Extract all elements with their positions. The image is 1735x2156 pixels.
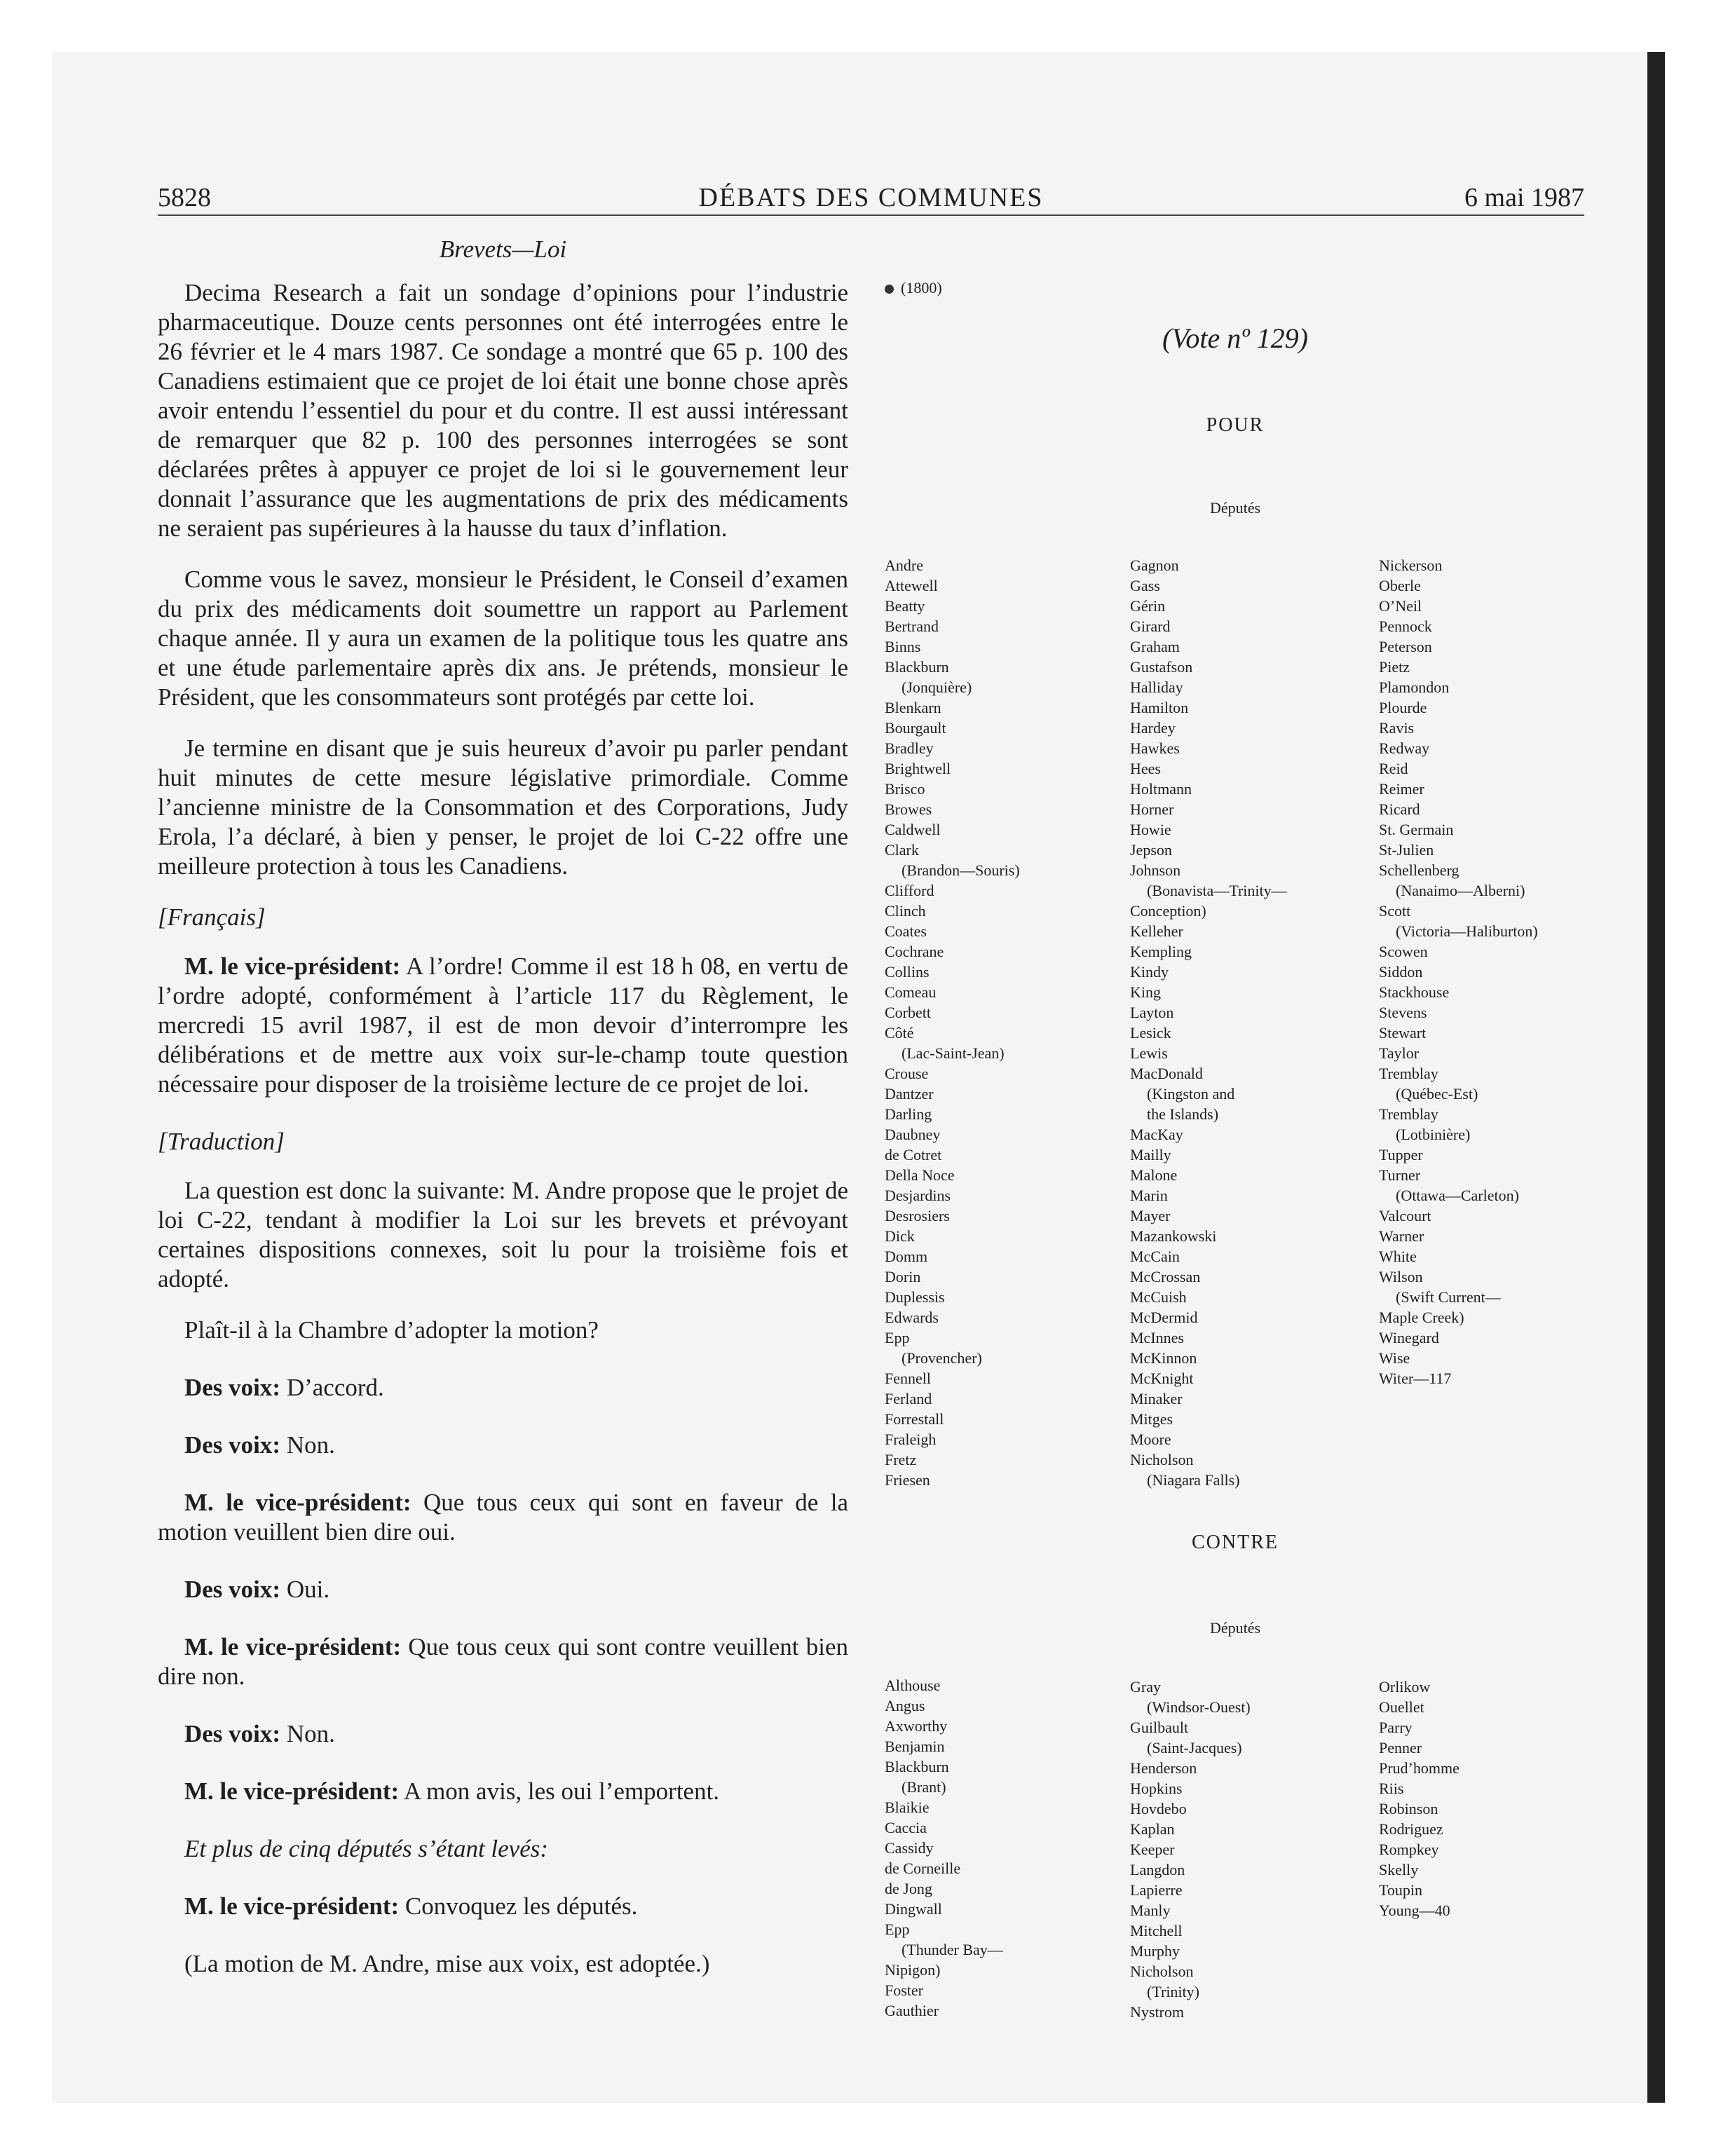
pour-column-2 (1130, 555, 1354, 1490)
pour-heading: POUR (1206, 414, 1265, 436)
member-name: Marin (1130, 1187, 1168, 1204)
member-name: (Ottawa—Carleton) (1396, 1187, 1519, 1204)
speech-text: Oui. (280, 1576, 330, 1603)
member-name: Browes (885, 800, 932, 818)
member-name: Côté (885, 1024, 914, 1042)
member-name: Schellenberg (1379, 861, 1460, 879)
publication-title: DÉBATS DES COMMUNES (698, 183, 1044, 212)
closing-statement: (La motion de M. Andre, mise aux voix, est adoptée.) (184, 1950, 710, 1977)
speech-voices (158, 1431, 848, 1460)
member-name: Desjardins (885, 1187, 951, 1204)
member-name: McCrossan (1130, 1268, 1201, 1285)
member-name: Young—40 (1379, 1902, 1450, 1919)
member-name: (Niagara Falls) (1147, 1471, 1240, 1489)
member-name: Maple Creek) (1379, 1309, 1464, 1326)
member-name: Blaikie (885, 1799, 930, 1816)
section-title: Brevets—Loi (439, 236, 567, 263)
speaker-name: M. le vice-président: (184, 953, 401, 980)
member-name: Holtmann (1130, 780, 1192, 798)
speaker-name: M. le vice-président: (184, 1633, 402, 1660)
member-name: O’Neil (1379, 597, 1422, 615)
speech-voices (158, 1719, 848, 1749)
member-name: Cassidy (885, 1839, 934, 1857)
member-name: Blackburn (885, 1758, 949, 1775)
member-name: Cochrane (885, 943, 944, 960)
member-name: Malone (1130, 1166, 1178, 1184)
member-name: Gass (1130, 577, 1160, 594)
member-name: MacDonald (1130, 1065, 1203, 1082)
member-name: Lesick (1130, 1024, 1171, 1042)
member-name: McInnes (1130, 1329, 1184, 1346)
member-name: Stevens (1379, 1004, 1427, 1021)
member-name: Halliday (1130, 678, 1183, 696)
member-name: Mayer (1130, 1207, 1171, 1224)
member-name: Ravis (1379, 719, 1415, 737)
member-name: (Kingston and (1147, 1085, 1235, 1103)
pour-column-1 (885, 555, 1109, 1490)
member-name: Hamilton (1130, 699, 1189, 716)
scan-edge-bar (1647, 52, 1665, 2103)
member-name: Witer—117 (1379, 1370, 1452, 1387)
member-name: Wilson (1379, 1268, 1423, 1285)
paragraph: Plaît-il à la Chambre d’adopter la motion? (184, 1316, 599, 1344)
timestamp-text: (1800) (901, 279, 942, 296)
member-name: St. Germain (1379, 821, 1454, 838)
member-name: Guilbault (1130, 1719, 1189, 1736)
speech-text: A mon avis, les oui l’emportent. (399, 1778, 720, 1805)
member-name: Langdon (1130, 1861, 1185, 1878)
member-name: Caccia (885, 1819, 927, 1836)
member-name: Bradley (885, 739, 934, 757)
member-name: Mazankowski (1130, 1227, 1217, 1245)
member-name: McKnight (1130, 1370, 1194, 1387)
paragraph: Comme vous le savez, monsieur le Président, le Conseil d’examen du prix des médicaments doit soumettre un rapport au Parlement chaque année. Il y aura un examen de la politique tous les quatre ans et une étude parlementaire après dix ans. Je prétends, monsieur le Président, que les consommateurs sont protégés par cette loi. (158, 566, 848, 711)
member-name: Plamondon (1379, 678, 1450, 696)
member-name: White (1379, 1248, 1417, 1265)
speech-text: Convoquez les députés. (399, 1892, 638, 1920)
publication-date: 6 mai 1987 (1464, 183, 1584, 212)
member-name: Pietz (1379, 658, 1410, 676)
member-name: Caldwell (885, 821, 941, 838)
paragraph: La question est donc la suivante: M. Andre propose que le projet de loi C-22, tendant à modifier la Loi sur les brevets et prévoyant certaines dispositions connexes, soit lu pour la troisième fois et adopté. (158, 1177, 848, 1292)
contre-subheading: Députés (1209, 1619, 1261, 1637)
member-name: (Lotbinière) (1396, 1126, 1471, 1143)
member-name: (Victoria—Haliburton) (1396, 922, 1538, 940)
vote-title: (Vote nº 129) (1162, 322, 1308, 354)
member-name: McCuish (1130, 1288, 1187, 1306)
member-name: Graham (1130, 638, 1180, 655)
member-name: Oberle (1379, 577, 1421, 594)
member-name: Keeper (1130, 1841, 1175, 1858)
member-name: Warner (1379, 1227, 1424, 1245)
member-name: Nystrom (1130, 2003, 1184, 2021)
member-name: Reid (1379, 760, 1408, 777)
member-name: (Thunder Bay— (901, 1941, 1003, 1958)
speaker-name: Des voix: (184, 1374, 281, 1401)
contre-column-2 (1130, 1677, 1354, 2022)
member-name: (Lac-Saint-Jean) (901, 1044, 1005, 1062)
member-name: Layton (1130, 1004, 1174, 1021)
member-name: Tupper (1379, 1146, 1423, 1164)
speech-vice-president (158, 952, 848, 1099)
member-name: Ouellet (1379, 1698, 1424, 1716)
speech-vice-president (158, 1632, 848, 1691)
speaker-name: Des voix: (184, 1431, 281, 1459)
member-name: Lapierre (1130, 1881, 1183, 1899)
member-name: Nicholson (1130, 1963, 1194, 1980)
member-name: MacKay (1130, 1126, 1183, 1143)
member-name: Siddon (1379, 963, 1423, 981)
member-name: Turner (1379, 1166, 1421, 1184)
member-name: Howie (1130, 821, 1171, 838)
member-name: Dantzer (885, 1085, 934, 1103)
member-name: Dingwall (885, 1900, 942, 1918)
speaker-name: M. le vice-président: (184, 1778, 400, 1805)
member-name: Axworthy (885, 1717, 948, 1735)
member-name: Duplessis (885, 1288, 945, 1306)
member-name: McKinnon (1130, 1349, 1197, 1367)
member-name: Scott (1379, 902, 1411, 920)
member-name: Peterson (1379, 638, 1432, 655)
member-name: Daubney (885, 1126, 941, 1143)
member-name: Hovdebo (1130, 1800, 1187, 1817)
speech-text: A l’ordre! Comme il est 18 h 08, en vertu de l’ordre adopté, conformément à l’article 117 du Règlement, le mercredi 15 avril 1987, il est de mon devoir d’interrompre les délibérations et de mettre aux voix sur-le-champ toute question nécessaire pour disposer de la troisième lecture de ce projet de loi. (158, 953, 848, 1098)
member-name: Andre (885, 557, 923, 574)
bullet-icon (885, 285, 894, 294)
speaker-name: M. le vice-président: (184, 1489, 411, 1516)
language-label-traduction: [Traduction] (158, 1128, 285, 1155)
member-name: Robinson (1379, 1800, 1438, 1817)
member-name: Desrosiers (885, 1207, 950, 1224)
member-name: Manly (1130, 1902, 1171, 1919)
member-name: Comeau (885, 983, 937, 1001)
member-name: Fretz (885, 1451, 917, 1468)
member-name: Stewart (1379, 1024, 1427, 1042)
member-name: Horner (1130, 800, 1174, 818)
member-name: Hees (1130, 760, 1161, 777)
page-number: 5828 (158, 183, 211, 212)
member-name: Scowen (1379, 943, 1428, 960)
member-name: Domm (885, 1248, 928, 1265)
member-name: King (1130, 983, 1161, 1001)
member-name: Tremblay (1379, 1105, 1438, 1123)
member-name: (Bonavista—Trinity— (1147, 882, 1287, 899)
member-name: Ferland (885, 1390, 932, 1407)
member-name: Hopkins (1130, 1780, 1183, 1797)
member-name: Riis (1379, 1780, 1404, 1797)
member-name: Forrestall (885, 1410, 944, 1428)
member-name: Plourde (1379, 699, 1427, 716)
member-name: (Jonquière) (901, 678, 972, 696)
member-name: Dick (885, 1227, 915, 1245)
contre-column-1 (885, 1675, 1109, 2021)
member-name: Kaplan (1130, 1820, 1175, 1838)
member-name: Mitges (1130, 1410, 1173, 1428)
member-name: Henderson (1130, 1759, 1197, 1777)
member-name: Gustafson (1130, 658, 1193, 676)
member-name: Hardey (1130, 719, 1176, 737)
member-name: Foster (885, 1981, 923, 1999)
speech-text: D’accord. (280, 1374, 384, 1401)
member-name: de Corneille (885, 1860, 961, 1877)
member-name: Redway (1379, 739, 1430, 757)
paragraph: Decima Research a fait un sondage d’opinions pour l’industrie pharmaceutique. Douze cents personnes ont été interrogées entre le 26 février et le 4 mars 1987. Ce sondage a montré que 65 p. 100 des Canadiens estimaient que ce projet de loi était une bonne chose après avoir entendu l’essentiel du pour et du contre. Il est aussi intéressant de remarquer que 82 p. 100 des personnes interrogées se sont déclarées prêtes à appuyer ce projet de loi si le gouvernement leur donnait l’assurance que les augmentations de prix des médicaments ne seraient pas supérieures à la hausse du taux d’inflation. (158, 279, 848, 542)
member-name: Dorin (885, 1268, 921, 1285)
member-name: Corbett (885, 1004, 931, 1021)
speech-vice-president (158, 1777, 848, 1806)
member-name: Clifford (885, 882, 934, 899)
member-name: Johnson (1130, 861, 1181, 879)
member-name: Orlikow (1379, 1678, 1431, 1696)
member-name: Althouse (885, 1677, 941, 1694)
member-name: Gauthier (885, 2002, 939, 2019)
member-name: Hawkes (1130, 739, 1180, 757)
member-name: Friesen (885, 1471, 930, 1489)
member-name: Attewell (885, 577, 938, 594)
member-name: Gray (1130, 1678, 1161, 1696)
member-name: (Nanaimo—Alberni) (1396, 882, 1525, 899)
page-header (158, 177, 1584, 219)
paragraph: Je termine en disant que je suis heureux d’avoir pu parler pendant huit minutes de cette mesure législative primordiale. Comme l’ancienne ministre de la Consommation et des Corporations, Judy Erola, l’a déclaré, à bien y penser, le projet de loi C-22 offre une meilleure protection à tous les Canadiens. (158, 735, 848, 880)
member-name: Kempling (1130, 943, 1192, 960)
speech-voices (158, 1373, 848, 1403)
member-name: Collins (885, 963, 930, 981)
contre-heading: CONTRE (1192, 1531, 1279, 1553)
member-name: Della Noce (885, 1166, 955, 1184)
member-name: Wise (1379, 1349, 1410, 1367)
member-name: Gérin (1130, 597, 1166, 615)
member-name: Rompkey (1379, 1841, 1439, 1858)
member-name: Penner (1379, 1739, 1422, 1756)
speech-vice-president (158, 1892, 848, 1921)
left-column (158, 235, 848, 2007)
member-name: (Brandon—Souris) (901, 861, 1020, 879)
member-name: (Saint-Jacques) (1147, 1739, 1242, 1756)
speech-vice-president (158, 1488, 848, 1547)
member-name: Epp (885, 1329, 910, 1346)
member-name: Murphy (1130, 1942, 1180, 1960)
member-name: Jepson (1130, 841, 1172, 859)
member-name: Nickerson (1379, 557, 1443, 574)
member-name: St-Julien (1379, 841, 1434, 859)
member-name: Mitchell (1130, 1922, 1183, 1939)
member-name: Pennock (1379, 618, 1432, 635)
member-name: (Québec-Est) (1396, 1085, 1478, 1103)
member-name: Girard (1130, 618, 1171, 635)
member-name: de Cotret (885, 1146, 942, 1164)
member-name: (Trinity) (1147, 1983, 1199, 2000)
stage-direction: Et plus de cinq députés s’étant levés: (184, 1835, 549, 1862)
speech-text: Non. (280, 1431, 335, 1459)
member-name: Beatty (885, 597, 925, 615)
member-name: Mailly (1130, 1146, 1171, 1164)
speaker-name: M. le vice-président: (184, 1892, 400, 1920)
member-name: Fennell (885, 1370, 931, 1387)
member-name: Angus (885, 1697, 925, 1714)
member-name: McCain (1130, 1248, 1180, 1265)
member-name: Gagnon (1130, 557, 1179, 574)
language-label-francais: [Français] (158, 903, 266, 931)
member-name: Blackburn (885, 658, 949, 676)
pour-subheading: Députés (1209, 499, 1261, 517)
member-name: McDermid (1130, 1309, 1198, 1326)
member-name: Winegard (1379, 1329, 1439, 1346)
member-name: Minaker (1130, 1390, 1183, 1407)
member-name: (Windsor-Ouest) (1147, 1698, 1251, 1716)
member-name: Valcourt (1379, 1207, 1431, 1224)
member-name: Lewis (1130, 1044, 1168, 1062)
member-name: Skelly (1379, 1861, 1419, 1878)
member-name: Reimer (1379, 780, 1424, 798)
member-name: Edwards (885, 1309, 939, 1326)
member-name: (Swift Current— (1396, 1288, 1501, 1306)
member-name: Rodriguez (1379, 1820, 1443, 1838)
member-name: Bertrand (885, 618, 939, 635)
member-name: Toupin (1379, 1881, 1423, 1899)
timestamp (885, 278, 942, 298)
member-name: Coates (885, 922, 927, 940)
member-name: Fraleigh (885, 1431, 937, 1448)
speech-text: Non. (280, 1720, 335, 1747)
member-name: Clark (885, 841, 919, 859)
member-name: Blenkarn (885, 699, 941, 716)
speaker-name: Des voix: (184, 1576, 281, 1603)
header-rule (158, 214, 1584, 216)
speech-text: Que tous ceux qui sont contre veuillent bien dire non. (158, 1633, 848, 1690)
member-name: Darling (885, 1105, 932, 1123)
member-name: Brisco (885, 780, 925, 798)
member-name: Kindy (1130, 963, 1169, 981)
member-name: Clinch (885, 902, 926, 920)
contre-column-3 (1379, 1677, 1603, 1920)
member-name: Kelleher (1130, 922, 1183, 940)
member-name: Brightwell (885, 760, 951, 777)
member-name: (Brant) (901, 1778, 946, 1796)
member-name: Nicholson (1130, 1451, 1194, 1468)
member-name: Benjamin (885, 1738, 945, 1755)
member-name: the Islands) (1147, 1105, 1219, 1123)
member-name: Taylor (1379, 1044, 1420, 1062)
member-name: Binns (885, 638, 921, 655)
member-name: Stackhouse (1379, 983, 1450, 1001)
speech-text: Que tous ceux qui sont en faveur de la motion veuillent bien dire oui. (158, 1489, 848, 1546)
speaker-name: Des voix: (184, 1720, 281, 1747)
member-name: Crouse (885, 1065, 929, 1082)
member-name: Parry (1379, 1719, 1413, 1736)
member-name: Conception) (1130, 902, 1206, 920)
member-name: Prud’homme (1379, 1759, 1460, 1777)
member-name: Ricard (1379, 800, 1420, 818)
member-name: Epp (885, 1920, 910, 1938)
member-name: Tremblay (1379, 1065, 1438, 1082)
member-name: Moore (1130, 1431, 1171, 1448)
member-name: Bourgault (885, 719, 946, 737)
member-name: (Provencher) (901, 1349, 982, 1367)
member-name: de Jong (885, 1880, 932, 1897)
member-name: Nipigon) (885, 1961, 941, 1979)
pour-column-3 (1379, 555, 1603, 1389)
speech-voices (158, 1575, 848, 1604)
